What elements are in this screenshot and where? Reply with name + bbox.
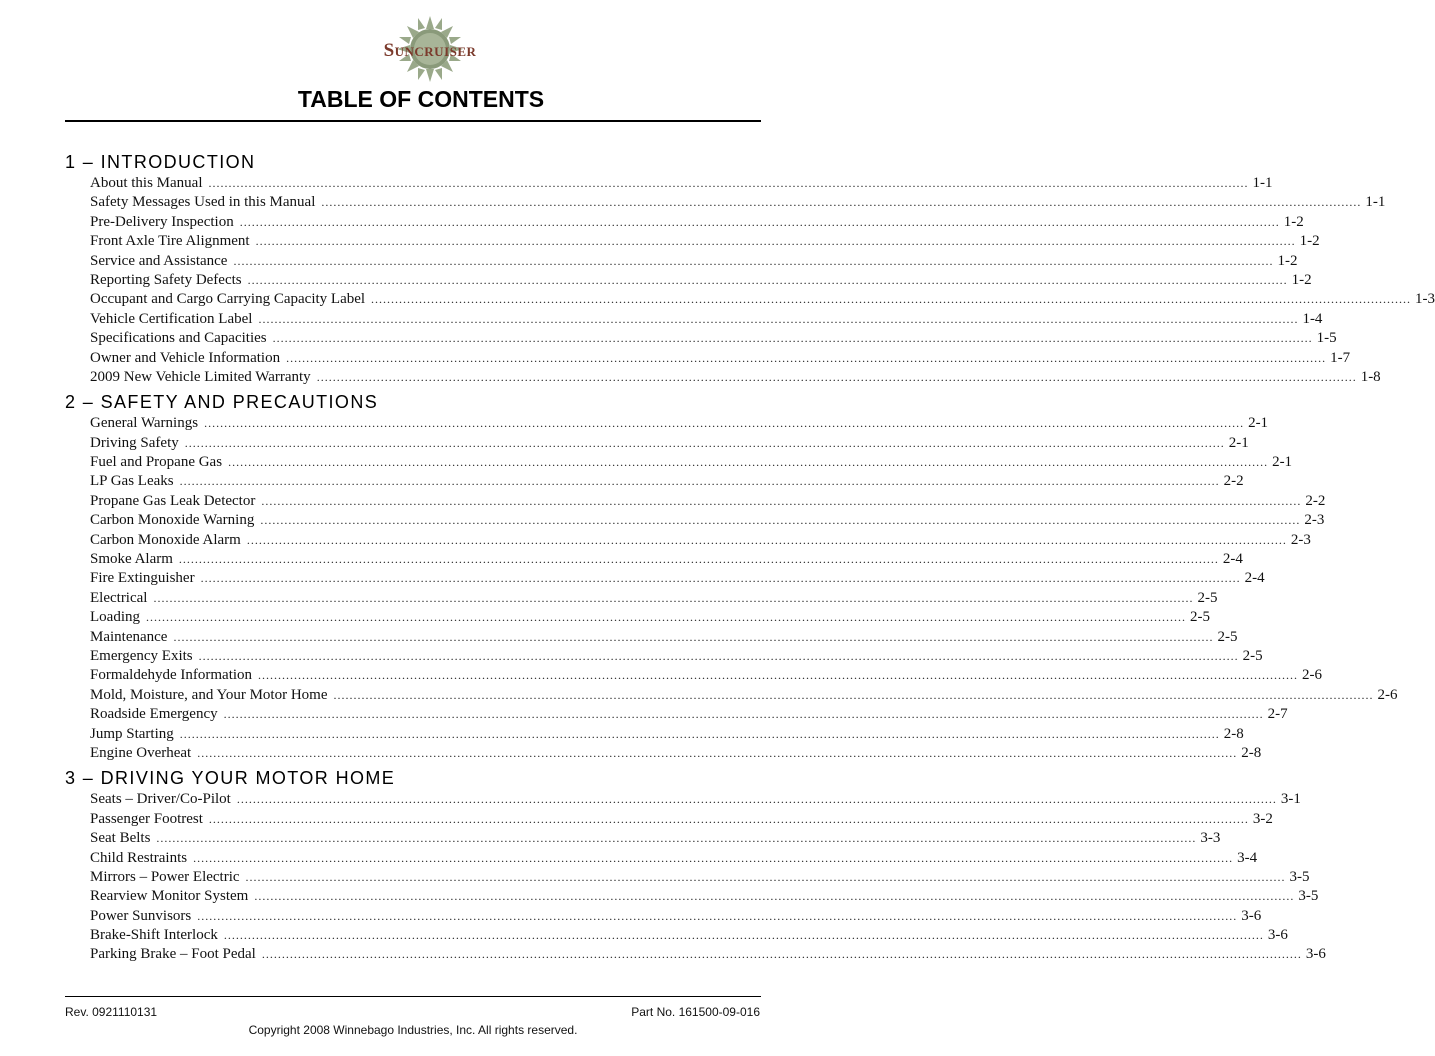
dot-leader: .................................................................................................................................................................................................................................................................... xyxy=(245,869,1286,884)
dot-leader: .................................................................................................................................................................................................................................................................... xyxy=(204,416,1245,431)
toc-entry[interactable] xyxy=(90,725,1244,744)
toc-entry-page: 2-8 xyxy=(1241,744,1262,761)
toc-entry-label: Specifications and Capacities xyxy=(90,330,267,347)
dot-leader: .................................................................................................................................................................................................................................................................... xyxy=(208,811,1249,826)
toc-entry[interactable] xyxy=(90,310,1323,329)
toc-entry-page: 3-5 xyxy=(1298,888,1319,905)
toc-entry-page: 2-6 xyxy=(1377,686,1398,703)
toc-entry-label: General Warnings xyxy=(90,415,199,432)
dot-leader: .................................................................................................................................................................................................................................................................... xyxy=(246,532,1287,547)
toc-entry-page: 3-6 xyxy=(1305,946,1326,963)
dot-leader: .................................................................................................................................................................................................................................................................... xyxy=(255,234,1296,249)
toc-entry-page: 1-1 xyxy=(1365,194,1386,211)
toc-entry-label: 2009 New Vehicle Limited Warranty xyxy=(90,368,311,385)
toc-entry[interactable] xyxy=(90,810,1273,829)
toc-entry-page: 1-2 xyxy=(1291,271,1312,288)
dot-leader: .................................................................................................................................................................................................................................................................... xyxy=(247,272,1288,287)
dot-leader: .................................................................................................................................................................................................................................................................... xyxy=(316,369,1357,384)
toc-entry[interactable] xyxy=(90,492,1326,511)
dot-leader: .................................................................................................................................................................................................................................................................... xyxy=(223,928,1264,943)
toc-entry-label: Child Restraints xyxy=(90,849,188,866)
dot-leader: .................................................................................................................................................................................................................................................................... xyxy=(261,493,1302,508)
toc-entry-label: Mirrors – Power Electric xyxy=(90,868,240,885)
toc-entry[interactable] xyxy=(90,868,1310,887)
toc-entry[interactable] xyxy=(90,174,1273,193)
page-title: TABLE OF CONTENTS xyxy=(297,86,545,112)
toc-entry-page: 3-1 xyxy=(1280,791,1301,808)
toc-entry[interactable] xyxy=(90,608,1210,627)
dot-leader: .................................................................................................................................................................................................................................................................... xyxy=(258,311,1299,326)
toc-entry[interactable] xyxy=(90,744,1262,763)
toc-entry[interactable] xyxy=(90,790,1301,809)
toc-entry-label: Electrical xyxy=(90,589,148,606)
toc-entry[interactable] xyxy=(90,349,1351,368)
toc-entry-label: Carbon Monoxide Warning xyxy=(90,512,255,529)
toc-entry-label: Owner and Vehicle Information xyxy=(90,349,281,366)
toc-entry[interactable] xyxy=(90,849,1258,868)
toc-entry-page: 2-2 xyxy=(1223,473,1244,490)
toc-entry[interactable] xyxy=(90,414,1269,433)
toc-entry-label: Occupant and Cargo Carrying Capacity Label xyxy=(90,291,366,308)
toc-entry[interactable] xyxy=(90,705,1288,724)
dot-leader: .................................................................................................................................................................................................................................................................... xyxy=(179,726,1220,741)
toc-entry-label: Brake-Shift Interlock xyxy=(90,927,218,944)
section-heading[interactable]: 3 – DRIVING YOUR MOTOR HOME xyxy=(65,768,396,789)
toc-entry-label: About this Manual xyxy=(90,175,203,191)
dot-leader: .................................................................................................................................................................................................................................................................... xyxy=(371,292,1412,307)
dot-leader: .................................................................................................................................................................................................................................................................... xyxy=(321,195,1362,210)
toc-entry-label: Fire Extinguisher xyxy=(90,570,195,587)
dot-leader: .................................................................................................................................................................................................................................................................... xyxy=(233,253,1274,268)
toc-entry-page: 3-5 xyxy=(1289,868,1310,885)
toc-entry-page: 2-6 xyxy=(1302,667,1323,684)
toc-entry-page: 3-6 xyxy=(1241,907,1262,924)
dot-leader: .................................................................................................................................................................................................................................................................... xyxy=(236,792,1277,807)
toc-entry-label: Front Axle Tire Alignment xyxy=(90,233,250,250)
toc-entry-page: 1-3 xyxy=(1415,291,1435,308)
section-heading[interactable]: 2 – SAFETY AND PRECAUTIONS xyxy=(65,392,379,413)
toc-entry-label: Pre-Delivery Inspection xyxy=(90,213,234,230)
copyright-notice: Copyright 2008 Winnebago Industries, Inc. All rights reserved. xyxy=(248,1023,578,1037)
toc-entry[interactable] xyxy=(90,589,1218,608)
title-divider xyxy=(65,120,761,122)
toc-entry-label: Parking Brake – Foot Pedal xyxy=(90,946,256,963)
toc-section xyxy=(65,150,1435,387)
toc-entry[interactable] xyxy=(90,290,1435,309)
dot-leader: .................................................................................................................................................................................................................................................................... xyxy=(208,176,1249,190)
toc-entry-page: 1-2 xyxy=(1283,213,1304,230)
toc-entry[interactable] xyxy=(90,472,1244,491)
toc-entry-page: 2-2 xyxy=(1305,492,1326,509)
toc-entry-page: 3-3 xyxy=(1200,830,1221,847)
toc-entry[interactable] xyxy=(90,666,1323,685)
toc-entry-label: Maintenance xyxy=(90,628,168,645)
toc-entry-label: Seat Belts xyxy=(90,830,151,847)
dot-leader: .................................................................................................................................................................................................................................................................... xyxy=(254,889,1295,904)
toc-entry-page: 1-5 xyxy=(1316,330,1337,347)
toc-entry[interactable] xyxy=(90,271,1312,290)
toc-entry[interactable] xyxy=(90,887,1319,906)
toc-entry[interactable] xyxy=(90,434,1249,453)
toc-entry[interactable] xyxy=(90,907,1262,926)
toc-entry-label: Driving Safety xyxy=(90,434,179,451)
dot-leader: .................................................................................................................................................................................................................................................................... xyxy=(333,687,1374,702)
dot-leader: .................................................................................................................................................................................................................................................................... xyxy=(153,590,1194,605)
toc-entry-page: 2-3 xyxy=(1290,531,1311,548)
dot-leader: .................................................................................................................................................................................................................................................................... xyxy=(197,745,1238,760)
section-heading[interactable]: 1 – INTRODUCTION xyxy=(65,152,256,172)
toc-entry[interactable] xyxy=(90,628,1238,647)
toc-entry-label: Passenger Footrest xyxy=(90,810,203,827)
toc-entry[interactable] xyxy=(90,945,1326,964)
toc-entry-page: 2-3 xyxy=(1304,512,1325,529)
toc-entry[interactable] xyxy=(90,829,1221,848)
footer-divider xyxy=(65,996,761,997)
toc-entry-label: Smoke Alarm xyxy=(90,551,173,568)
toc-entry-page: 1-1 xyxy=(1252,175,1273,191)
toc-entry-page: 1-2 xyxy=(1299,233,1320,250)
dot-leader: .................................................................................................................................................................................................................................................................... xyxy=(258,668,1299,683)
toc-entry-page: 1-2 xyxy=(1277,252,1298,269)
toc-entry[interactable] xyxy=(90,213,1304,232)
toc-entry-label: LP Gas Leaks xyxy=(90,473,174,490)
toc-section xyxy=(65,766,1326,965)
toc-entry-page: 2-1 xyxy=(1272,454,1293,471)
toc-entry-page: 2-5 xyxy=(1217,628,1238,645)
toc-entry-page: 2-5 xyxy=(1190,609,1210,626)
toc-entry-page: 2-8 xyxy=(1223,725,1244,742)
dot-leader: .................................................................................................................................................................................................................................................................... xyxy=(260,513,1301,528)
dot-leader: .................................................................................................................................................................................................................................................................... xyxy=(146,610,1186,625)
toc-entry-label: Propane Gas Leak Detector xyxy=(90,492,256,509)
toc-entry[interactable] xyxy=(90,531,1311,550)
toc-section xyxy=(65,390,1398,763)
toc-entry-page: 2-4 xyxy=(1222,551,1243,568)
toc-entry-label: Engine Overheat xyxy=(90,744,192,761)
toc-entry-label: Safety Messages Used in this Manual xyxy=(90,194,316,211)
dot-leader: .................................................................................................................................................................................................................................................................... xyxy=(228,455,1269,470)
toc-entry[interactable] xyxy=(90,368,1381,387)
dot-leader: .................................................................................................................................................................................................................................................................... xyxy=(223,707,1264,722)
toc-entry-label: Seats – Driver/Co-Pilot xyxy=(90,791,231,808)
dot-leader: .................................................................................................................................................................................................................................................................... xyxy=(286,350,1327,365)
toc-entry[interactable] xyxy=(90,193,1386,212)
revision-number: Rev. 0921110131 xyxy=(65,1005,158,1019)
dot-leader: .................................................................................................................................................................................................................................................................... xyxy=(178,552,1219,567)
table-of-contents xyxy=(65,150,1435,965)
toc-entry-label: Roadside Emergency xyxy=(90,706,218,723)
toc-entry[interactable] xyxy=(90,453,1293,472)
logo-wordmark: Suncruiser xyxy=(383,40,477,61)
dot-leader: .................................................................................................................................................................................................................................................................... xyxy=(261,947,1302,962)
suncruiser-logo xyxy=(355,16,505,82)
dot-leader: .................................................................................................................................................................................................................................................................... xyxy=(200,571,1241,586)
toc-entry[interactable] xyxy=(90,511,1325,530)
toc-entry-page: 2-7 xyxy=(1267,706,1288,723)
toc-entry-label: Rearview Monitor System xyxy=(90,888,249,905)
toc-entry[interactable] xyxy=(90,569,1265,588)
toc-entry-label: Formaldehyde Information xyxy=(90,667,253,684)
toc-entry-page: 1-4 xyxy=(1302,310,1323,327)
toc-entry-page: 2-5 xyxy=(1242,647,1263,664)
toc-entry-page: 1-7 xyxy=(1330,349,1351,366)
toc-entry[interactable] xyxy=(90,550,1243,569)
toc-entry-label: Jump Starting xyxy=(90,725,174,742)
dot-leader: .................................................................................................................................................................................................................................................................... xyxy=(197,908,1238,923)
dot-leader: .................................................................................................................................................................................................................................................................... xyxy=(193,850,1234,865)
dot-leader: .................................................................................................................................................................................................................................................................... xyxy=(272,331,1313,346)
toc-entry-label: Vehicle Certification Label xyxy=(90,310,253,327)
toc-entry-page: 3-2 xyxy=(1252,810,1273,827)
dot-leader: .................................................................................................................................................................................................................................................................... xyxy=(184,435,1225,450)
toc-entry[interactable] xyxy=(90,686,1398,705)
toc-entry-label: Power Sunvisors xyxy=(90,907,192,924)
toc-entry-page: 2-1 xyxy=(1228,434,1249,451)
part-number: Part No. 161500-09-016 xyxy=(631,1005,760,1019)
toc-entry-page: 2-1 xyxy=(1248,415,1269,432)
dot-leader: .................................................................................................................................................................................................................................................................... xyxy=(198,648,1239,663)
toc-entry-label: Reporting Safety Defects xyxy=(90,271,242,288)
toc-entry-label: Service and Assistance xyxy=(90,252,228,269)
toc-entry[interactable] xyxy=(90,232,1320,251)
toc-entry[interactable] xyxy=(90,926,1288,945)
toc-entry[interactable] xyxy=(90,647,1263,666)
dot-leader: .................................................................................................................................................................................................................................................................... xyxy=(173,629,1214,644)
dot-leader: .................................................................................................................................................................................................................................................................... xyxy=(156,831,1197,846)
toc-entry-page: 1-8 xyxy=(1360,368,1381,385)
toc-entry-page: 2-4 xyxy=(1244,570,1265,587)
toc-entry-page: 3-4 xyxy=(1237,849,1258,866)
dot-leader: .................................................................................................................................................................................................................................................................... xyxy=(179,474,1220,489)
dot-leader: .................................................................................................................................................................................................................................................................... xyxy=(239,214,1280,229)
toc-entry-page: 2-5 xyxy=(1197,589,1218,606)
toc-entry-label: Carbon Monoxide Alarm xyxy=(90,531,241,548)
toc-entry-label: Fuel and Propane Gas xyxy=(90,454,223,471)
toc-entry-label: Mold, Moisture, and Your Motor Home xyxy=(90,686,328,703)
toc-entry-page: 3-6 xyxy=(1267,927,1288,944)
toc-entry[interactable] xyxy=(90,252,1298,271)
toc-entry-label: Emergency Exits xyxy=(90,647,193,664)
toc-entry[interactable] xyxy=(90,329,1337,348)
toc-entry-label: Loading xyxy=(90,609,140,626)
